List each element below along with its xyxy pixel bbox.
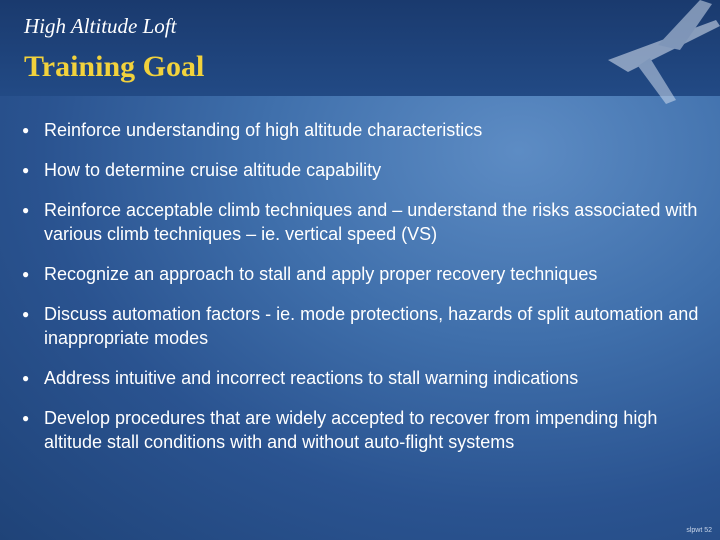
bullet-dot-icon: ● xyxy=(22,163,30,177)
bullet-text: Discuss automation factors - ie. mode protections, hazards of split automation and inappropriate modes xyxy=(44,304,699,348)
bullet-item xyxy=(22,406,702,454)
bullet-item xyxy=(22,302,702,350)
bullet-text: Recognize an approach to stall and apply proper recovery techniques xyxy=(44,264,598,284)
bullet-dot-icon: ● xyxy=(22,307,30,321)
bullet-dot-icon: ● xyxy=(22,123,30,137)
bullet-item xyxy=(22,158,702,182)
slide-subtitle: High Altitude Loft xyxy=(24,14,177,38)
airplane-icon xyxy=(588,0,720,110)
bullet-list xyxy=(22,118,702,470)
bullet-dot-icon: ● xyxy=(22,371,30,385)
bullet-dot-icon: ● xyxy=(22,267,30,281)
bullet-dot-icon: ● xyxy=(22,203,30,217)
bullet-text: How to determine cruise altitude capability xyxy=(44,160,382,180)
bullet-text: Develop procedures that are widely accepted to recover from impending high altitude stall conditions with and without auto-flight systems xyxy=(44,408,658,452)
bullet-item xyxy=(22,366,702,390)
slide-title: Training Goal xyxy=(24,50,205,83)
bullet-item xyxy=(22,262,702,286)
bullet-item xyxy=(22,118,702,142)
bullet-text: Address intuitive and incorrect reactions to stall warning indications xyxy=(44,368,579,388)
bullet-text: Reinforce acceptable climb techniques and – understand the risks associated with various climb techniques – ie. vertical speed (VS) xyxy=(44,200,698,244)
bullet-text: Reinforce understanding of high altitude characteristics xyxy=(44,120,483,140)
bullet-dot-icon: ● xyxy=(22,411,30,425)
page-tag: slpwt 52 xyxy=(686,527,712,534)
bullet-item xyxy=(22,198,702,246)
